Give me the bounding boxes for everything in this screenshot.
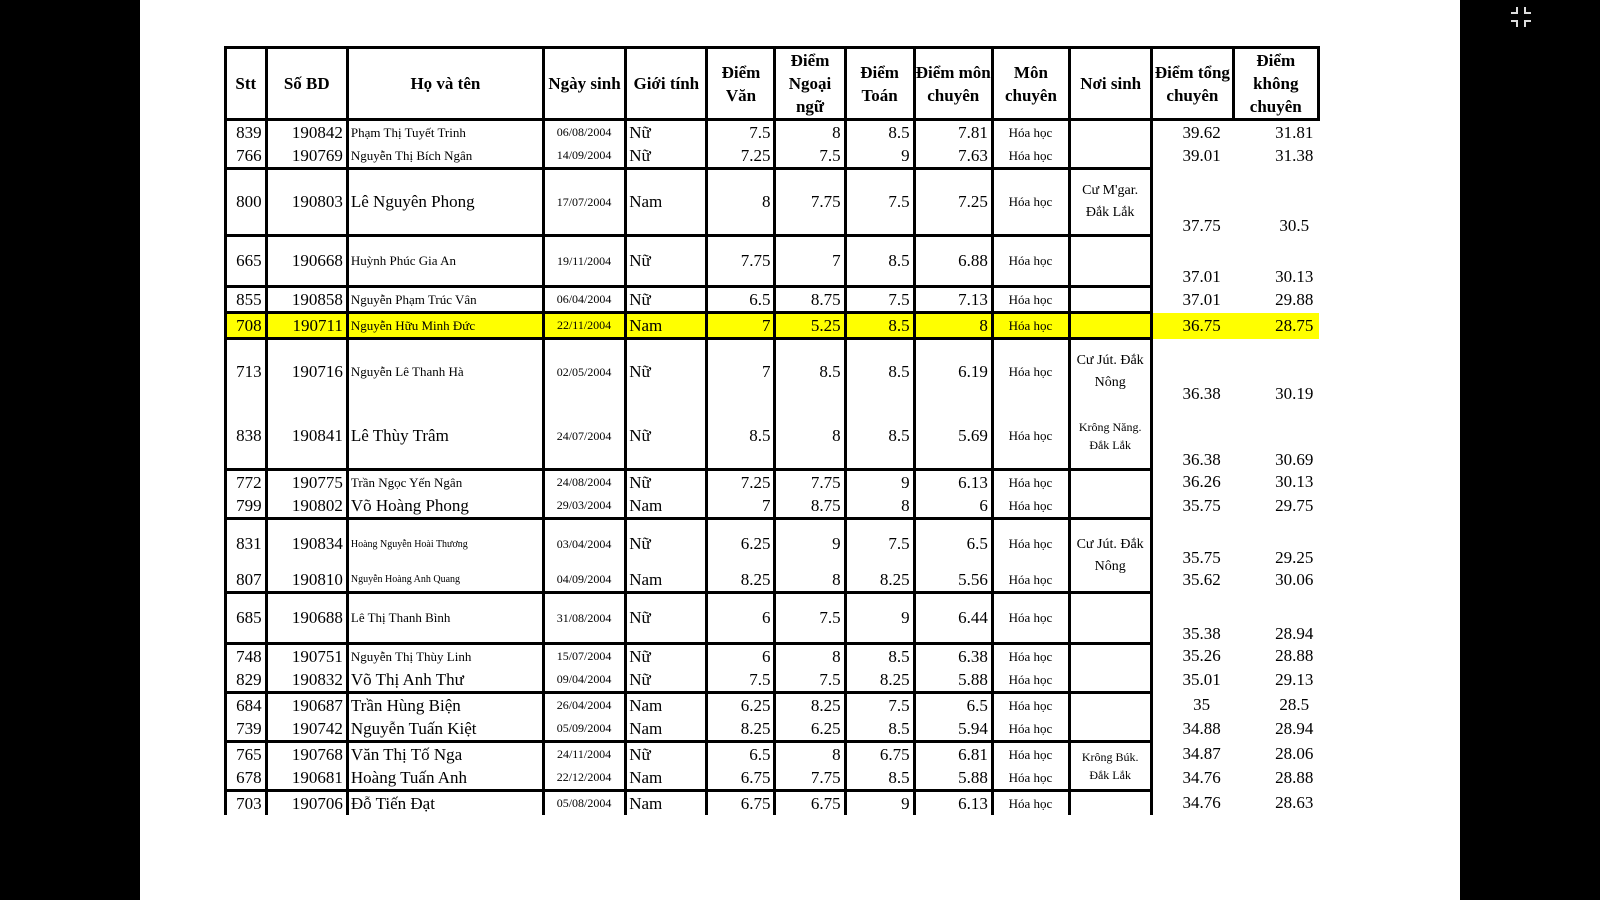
cell-toan: 8.5 — [845, 120, 914, 145]
cell-gt: Nữ — [626, 339, 707, 405]
cell-tongchuyen: 35.75 — [1152, 494, 1233, 519]
cell-stt: 665 — [226, 236, 267, 287]
cell-noisinh — [1070, 287, 1152, 313]
cell-toan: 9 — [845, 144, 914, 169]
cell-dob: 26/04/2004 — [543, 693, 625, 718]
cell-tongchuyen: 34.87 — [1152, 742, 1233, 767]
cell-van: 8.25 — [707, 717, 775, 742]
cell-mc: 5.69 — [914, 404, 992, 470]
cell-khongchuyen: 30.19 — [1275, 384, 1314, 403]
cell-tongchuyen: 34.88 — [1152, 717, 1233, 742]
cell-mon: Hóa học — [992, 287, 1069, 313]
header-tongchuyen: Điểm tổng chuyên — [1152, 48, 1233, 120]
cell-mc: 6.19 — [914, 339, 992, 405]
cell-tongchuyen: 37.01 — [1152, 236, 1233, 287]
cell-toan: 8.25 — [845, 668, 914, 693]
header-noisinh: Nơi sinh — [1070, 48, 1152, 120]
table-row — [226, 169, 1319, 236]
cell-mon: Hóa học — [992, 519, 1069, 569]
cell-noisinh — [1070, 313, 1152, 339]
cell-mc: 5.94 — [914, 717, 992, 742]
cell-mon: Hóa học — [992, 668, 1069, 693]
cell-gt: Nữ — [626, 120, 707, 145]
cell-gt: Nữ — [626, 593, 707, 644]
cell-name: Nguyễn Hữu Minh Đức — [347, 313, 543, 339]
cell-sobd: 190687 — [266, 693, 347, 718]
cell-noisinh — [1070, 470, 1152, 495]
cell-tongchuyen: 36.38 — [1152, 339, 1233, 405]
cell-noisinh — [1070, 693, 1152, 718]
cell-mon: Hóa học — [992, 644, 1069, 669]
cell-mon: Hóa học — [992, 494, 1069, 519]
cell-tongchuyen: 36.75 — [1152, 313, 1233, 339]
cell-name: Lê Nguyên Phong — [347, 169, 543, 236]
cell-van: 6.25 — [707, 693, 775, 718]
cell-nn: 8.5 — [775, 339, 845, 405]
cell-name: Đỗ Tiến Đạt — [347, 791, 543, 816]
header-sobd: Số BD — [266, 48, 347, 120]
cell-nn: 8 — [775, 568, 845, 593]
cell-toan: 9 — [845, 791, 914, 816]
cell-toan: 8.5 — [845, 766, 914, 791]
cell-tongchuyen: 35.01 — [1152, 668, 1233, 693]
cell-stt: 703 — [226, 791, 267, 816]
cell-sobd: 190716 — [266, 339, 347, 405]
cell-khongchuyen: 30.69 — [1275, 449, 1314, 469]
cell-nn: 6.75 — [775, 791, 845, 816]
cell-khongchuyen: 29.13 — [1275, 670, 1314, 690]
cell-khongchuyen: 31.81 — [1275, 122, 1314, 142]
cell-tongchuyen: 35.26 — [1152, 644, 1233, 669]
table-row — [226, 120, 1319, 145]
cell-toan: 7.5 — [845, 169, 914, 236]
cell-name: Hoàng Nguyễn Hoài Thương — [347, 519, 543, 569]
cell-sobd: 190858 — [266, 287, 347, 313]
cell-dob: 05/08/2004 — [543, 791, 625, 816]
cell-khongchuyen: 28.5 — [1279, 694, 1310, 714]
cell-toan: 9 — [845, 470, 914, 495]
header-khongchuyen: Điểm không chuyên — [1233, 48, 1318, 120]
score-table — [224, 46, 1320, 815]
cell-name: Nguyễn Lê Thanh Hà — [347, 339, 543, 405]
cell-toan: 7.5 — [845, 519, 914, 569]
cell-toan: 8.5 — [845, 404, 914, 470]
header-van: Điểm Văn — [707, 48, 775, 120]
table-row — [226, 404, 1319, 470]
cell-toan: 8.5 — [845, 236, 914, 287]
cell-sobd: 190803 — [266, 169, 347, 236]
cell-nn: 7.5 — [775, 144, 845, 169]
cell-mc: 7.25 — [914, 169, 992, 236]
cell-dob: 19/11/2004 — [543, 236, 625, 287]
cell-name: Nguyễn Tuấn Kiệt — [347, 717, 543, 742]
table-row — [226, 568, 1319, 593]
cell-stt: 739 — [226, 717, 267, 742]
cell-tongchuyen: 36.38 — [1152, 404, 1233, 470]
cell-nn: 7.5 — [775, 668, 845, 693]
cell-stt: 838 — [226, 404, 267, 470]
cell-dob: 31/08/2004 — [543, 593, 625, 644]
cell-mc: 6.38 — [914, 644, 992, 669]
cell-nn: 7 — [775, 236, 845, 287]
table-row — [226, 287, 1319, 313]
cell-van: 6.25 — [707, 519, 775, 569]
cell-stt: 772 — [226, 470, 267, 495]
cell-mon: Hóa học — [992, 144, 1069, 169]
cell-toan: 8.5 — [845, 339, 914, 405]
cell-dob: 22/12/2004 — [543, 766, 625, 791]
cell-name: Nguyễn Thị Thùy Linh — [347, 644, 543, 669]
cell-van: 7 — [707, 494, 775, 519]
cell-noisinh: Cư Jút. Đắk Nông — [1070, 339, 1152, 405]
cell-gt: Nữ — [626, 742, 707, 767]
cell-khongchuyen: 28.88 — [1275, 645, 1314, 665]
cell-dob: 24/07/2004 — [543, 404, 625, 470]
table-row — [226, 470, 1319, 495]
cell-mc: 6.13 — [914, 470, 992, 495]
cell-tongchuyen: 39.01 — [1152, 144, 1233, 169]
cell-gt: Nữ — [626, 236, 707, 287]
cell-mc: 6.5 — [914, 519, 992, 569]
table-row — [226, 236, 1319, 287]
cell-nn: 8 — [775, 404, 845, 470]
cell-van: 6.5 — [707, 742, 775, 767]
table-row — [226, 313, 1319, 339]
cell-stt: 678 — [226, 766, 267, 791]
cell-nn: 5.25 — [775, 313, 845, 339]
cell-tongchuyen: 36.26 — [1152, 470, 1233, 495]
cell-tongchuyen: 35.38 — [1152, 593, 1233, 644]
cell-tongchuyen: 35 — [1152, 693, 1233, 718]
cell-sobd: 190768 — [266, 742, 347, 767]
header-gioitinh: Giới tính — [626, 48, 707, 120]
cell-gt: Nam — [626, 693, 707, 718]
cell-van: 7.75 — [707, 236, 775, 287]
cell-stt: 855 — [226, 287, 267, 313]
cell-tongchuyen: 35.75 — [1152, 519, 1233, 569]
cell-dob: 02/05/2004 — [543, 339, 625, 405]
cell-sobd: 190775 — [266, 470, 347, 495]
cell-nn: 8 — [775, 742, 845, 767]
cell-mon: Hóa học — [992, 339, 1069, 405]
cell-nn: 7.75 — [775, 766, 845, 791]
cell-dob: 24/08/2004 — [543, 470, 625, 495]
cell-name: Lê Thùy Trâm — [347, 404, 543, 470]
cell-name: Huỳnh Phúc Gia An — [347, 236, 543, 287]
cell-name: Võ Hoàng Phong — [347, 494, 543, 519]
cell-dob: 06/08/2004 — [543, 120, 625, 145]
cell-sobd: 190834 — [266, 519, 347, 569]
cell-name: Văn Thị Tố Nga — [347, 742, 543, 767]
cell-toan: 8.5 — [845, 717, 914, 742]
cell-van: 7.5 — [707, 668, 775, 693]
cell-sobd: 190681 — [266, 766, 347, 791]
table-body — [226, 120, 1319, 816]
cell-mon: Hóa học — [992, 404, 1069, 470]
cell-khongchuyen: 28.63 — [1275, 792, 1314, 812]
cell-toan: 8.5 — [845, 644, 914, 669]
cell-gt: Nam — [626, 169, 707, 236]
cell-dob: 04/09/2004 — [543, 568, 625, 593]
cell-sobd: 190706 — [266, 791, 347, 816]
cell-mon: Hóa học — [992, 120, 1069, 145]
table-row — [226, 791, 1319, 816]
cell-sobd: 190668 — [266, 236, 347, 287]
cell-van: 7.25 — [707, 144, 775, 169]
cell-sobd: 190711 — [266, 313, 347, 339]
cell-van: 7.25 — [707, 470, 775, 495]
cell-nn: 8 — [775, 644, 845, 669]
cell-nn: 6.25 — [775, 717, 845, 742]
table-row — [226, 144, 1319, 169]
cell-name: Nguyễn Thị Bích Ngân — [347, 144, 543, 169]
cell-khongchuyen: 28.06 — [1275, 743, 1314, 763]
cell-dob: 22/11/2004 — [543, 313, 625, 339]
cell-khongchuyen: 29.75 — [1275, 496, 1314, 516]
cell-stt: 807 — [226, 568, 267, 593]
cell-nn: 8.25 — [775, 693, 845, 718]
cell-van: 8 — [707, 169, 775, 236]
cell-noisinh — [1070, 717, 1152, 742]
cell-mc: 6.88 — [914, 236, 992, 287]
cell-sobd: 190751 — [266, 644, 347, 669]
cell-mc: 6.13 — [914, 791, 992, 816]
header-monchuyen-diem: Điểm môn chuyên — [914, 48, 992, 120]
cell-tongchuyen: 37.75 — [1152, 169, 1233, 236]
cell-mon: Hóa học — [992, 568, 1069, 593]
cell-sobd: 190769 — [266, 144, 347, 169]
cell-gt: Nam — [626, 568, 707, 593]
cell-noisinh: Krông Búk. Đắk Lắk — [1070, 742, 1152, 791]
header-hoten: Họ và tên — [347, 48, 543, 120]
cell-gt: Nam — [626, 766, 707, 791]
cell-toan: 7.5 — [845, 693, 914, 718]
cell-noisinh — [1070, 494, 1152, 519]
cell-name: Phạm Thị Tuyết Trinh — [347, 120, 543, 145]
cell-khongchuyen: 30.13 — [1275, 266, 1314, 286]
cell-mc: 7.13 — [914, 287, 992, 313]
cell-stt: 766 — [226, 144, 267, 169]
cell-dob: 05/09/2004 — [543, 717, 625, 742]
cell-mc: 6 — [914, 494, 992, 519]
cell-tongchuyen: 34.76 — [1152, 766, 1233, 791]
cell-nn: 8.75 — [775, 287, 845, 313]
cell-tongchuyen: 37.01 — [1152, 287, 1233, 313]
cell-van: 6.75 — [707, 766, 775, 791]
cell-mc: 6.81 — [914, 742, 992, 767]
cell-khongchuyen: 30.5 — [1279, 215, 1310, 235]
cell-dob: 17/07/2004 — [543, 169, 625, 236]
table-row — [226, 766, 1319, 791]
cell-dob: 14/09/2004 — [543, 144, 625, 169]
cell-noisinh: Krông Năng. Đắk Lắk — [1070, 404, 1152, 470]
cell-tongchuyen: 35.62 — [1152, 568, 1233, 593]
cell-van: 6 — [707, 644, 775, 669]
cell-gt: Nữ — [626, 668, 707, 693]
cell-noisinh: Cư Jút. Đắk Nông — [1070, 519, 1152, 593]
cell-noisinh — [1070, 593, 1152, 644]
cell-stt: 831 — [226, 519, 267, 569]
header-ngoaingu: Điểm Ngoại ngữ — [775, 48, 845, 120]
cell-khongchuyen: 30.13 — [1275, 471, 1314, 491]
cell-gt: Nữ — [626, 287, 707, 313]
cell-gt: Nữ — [626, 644, 707, 669]
table-row — [226, 593, 1319, 644]
cell-khongchuyen: 28.94 — [1275, 623, 1314, 643]
cell-mc: 7.81 — [914, 120, 992, 145]
cell-mon: Hóa học — [992, 717, 1069, 742]
cell-sobd: 190832 — [266, 668, 347, 693]
header-stt: Stt — [226, 48, 267, 120]
cell-sobd: 190742 — [266, 717, 347, 742]
cell-mon: Hóa học — [992, 742, 1069, 767]
cell-nn: 7.75 — [775, 470, 845, 495]
cell-stt: 748 — [226, 644, 267, 669]
cell-toan: 7.5 — [845, 287, 914, 313]
cell-khongchuyen: 28.88 — [1275, 768, 1314, 788]
exit-fullscreen-icon[interactable] — [1508, 4, 1534, 30]
cell-van: 6.75 — [707, 791, 775, 816]
table-row — [226, 494, 1319, 519]
table-row — [226, 668, 1319, 693]
table-row — [226, 519, 1319, 569]
cell-toan: 8.5 — [845, 313, 914, 339]
header-ngaysinh: Ngày sinh — [543, 48, 625, 120]
cell-mon: Hóa học — [992, 766, 1069, 791]
cell-khongchuyen: 30.06 — [1275, 570, 1314, 590]
cell-van: 6.5 — [707, 287, 775, 313]
cell-dob: 29/03/2004 — [543, 494, 625, 519]
cell-tongchuyen: 39.62 — [1152, 120, 1233, 145]
cell-van: 7.5 — [707, 120, 775, 145]
cell-mc: 5.88 — [914, 766, 992, 791]
cell-mc: 6.5 — [914, 693, 992, 718]
cell-gt: Nam — [626, 313, 707, 339]
cell-khongchuyen: 28.75 — [1233, 313, 1318, 339]
cell-van: 7 — [707, 339, 775, 405]
cell-nn: 8 — [775, 120, 845, 145]
cell-nn: 7.5 — [775, 593, 845, 644]
cell-sobd: 190802 — [266, 494, 347, 519]
cell-mon: Hóa học — [992, 593, 1069, 644]
cell-sobd: 190842 — [266, 120, 347, 145]
cell-mon: Hóa học — [992, 236, 1069, 287]
header-row — [226, 48, 1319, 120]
cell-stt: 684 — [226, 693, 267, 718]
cell-gt: Nữ — [626, 519, 707, 569]
cell-mon: Hóa học — [992, 169, 1069, 236]
cell-gt: Nữ — [626, 470, 707, 495]
table-row — [226, 742, 1319, 767]
cell-dob: 15/07/2004 — [543, 644, 625, 669]
cell-stt: 799 — [226, 494, 267, 519]
cell-stt: 829 — [226, 668, 267, 693]
cell-mc: 7.63 — [914, 144, 992, 169]
cell-dob: 09/04/2004 — [543, 668, 625, 693]
cell-nn: 8.75 — [775, 494, 845, 519]
cell-name: Trần Ngọc Yến Ngân — [347, 470, 543, 495]
cell-sobd: 190810 — [266, 568, 347, 593]
cell-gt: Nam — [626, 791, 707, 816]
cell-khongchuyen: 31.38 — [1275, 146, 1314, 166]
cell-tongchuyen: 34.76 — [1152, 791, 1233, 816]
table-row — [226, 339, 1319, 405]
cell-van: 6 — [707, 593, 775, 644]
cell-noisinh — [1070, 791, 1152, 816]
cell-khongchuyen: 28.94 — [1275, 719, 1314, 739]
cell-dob: 06/04/2004 — [543, 287, 625, 313]
cell-mc: 6.44 — [914, 593, 992, 644]
cell-mc: 5.88 — [914, 668, 992, 693]
cell-noisinh — [1070, 644, 1152, 669]
cell-gt: Nam — [626, 717, 707, 742]
cell-van: 8.25 — [707, 568, 775, 593]
cell-van: 7 — [707, 313, 775, 339]
cell-stt: 713 — [226, 339, 267, 405]
cell-toan: 8 — [845, 494, 914, 519]
cell-noisinh: Cư M'gar. Đắk Lắk — [1070, 169, 1152, 236]
cell-name: Nguyễn Hoàng Anh Quang — [347, 568, 543, 593]
cell-van: 8.5 — [707, 404, 775, 470]
cell-khongchuyen: 29.88 — [1275, 289, 1314, 309]
cell-toan: 8.25 — [845, 568, 914, 593]
cell-stt: 800 — [226, 169, 267, 236]
score-table-container — [224, 46, 1320, 815]
cell-sobd: 190841 — [266, 404, 347, 470]
document-page — [140, 0, 1460, 900]
cell-nn: 7.75 — [775, 169, 845, 236]
cell-toan: 9 — [845, 593, 914, 644]
cell-name: Hoàng Tuấn Anh — [347, 766, 543, 791]
cell-stt: 685 — [226, 593, 267, 644]
cell-gt: Nữ — [626, 144, 707, 169]
cell-noisinh — [1070, 668, 1152, 693]
cell-sobd: 190688 — [266, 593, 347, 644]
cell-nn: 9 — [775, 519, 845, 569]
cell-gt: Nam — [626, 494, 707, 519]
cell-name: Lê Thị Thanh Bình — [347, 593, 543, 644]
cell-khongchuyen: 29.25 — [1275, 548, 1314, 567]
cell-mon: Hóa học — [992, 313, 1069, 339]
cell-name: Nguyễn Phạm Trúc Vân — [347, 287, 543, 313]
cell-dob: 24/11/2004 — [543, 742, 625, 767]
cell-toan: 6.75 — [845, 742, 914, 767]
cell-name: Trần Hùng Biện — [347, 693, 543, 718]
cell-noisinh — [1070, 120, 1152, 145]
table-row — [226, 693, 1319, 718]
cell-dob: 03/04/2004 — [543, 519, 625, 569]
cell-name: Võ Thị Anh Thư — [347, 668, 543, 693]
cell-mon: Hóa học — [992, 470, 1069, 495]
cell-mon: Hóa học — [992, 791, 1069, 816]
cell-stt: 708 — [226, 313, 267, 339]
cell-mon: Hóa học — [992, 693, 1069, 718]
cell-gt: Nữ — [626, 404, 707, 470]
cell-noisinh — [1070, 236, 1152, 287]
cell-noisinh — [1070, 144, 1152, 169]
cell-mc: 8 — [914, 313, 992, 339]
cell-stt: 839 — [226, 120, 267, 145]
header-monchuyen: Môn chuyên — [992, 48, 1069, 120]
table-row — [226, 717, 1319, 742]
header-toan: Điểm Toán — [845, 48, 914, 120]
table-row — [226, 644, 1319, 669]
cell-stt: 765 — [226, 742, 267, 767]
cell-mc: 5.56 — [914, 568, 992, 593]
